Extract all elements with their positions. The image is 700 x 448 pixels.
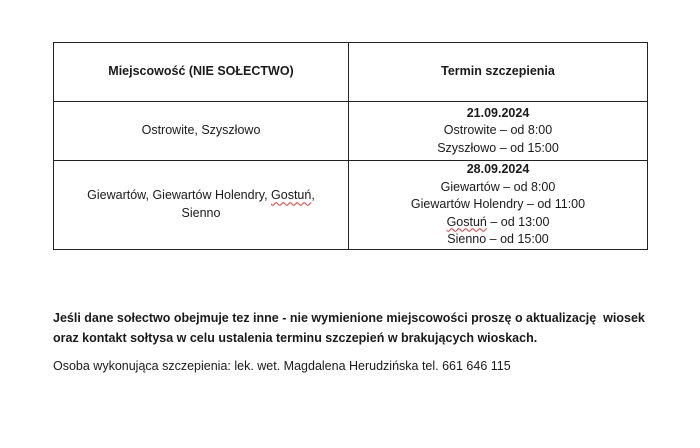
location-cell (54, 161, 349, 250)
spellcheck-flagged-word: Gostuń (271, 188, 312, 203)
term-entry: Ostrowite – od 8:00 (443, 123, 553, 138)
vaccination-date: 28.09.2024 (466, 162, 530, 176)
vaccination-schedule-table (53, 42, 648, 250)
vet-contact-info: Osoba wykonująca szczepienia: lek. wet. Magdalena Herudzińska tel. 661 646 115 (53, 359, 511, 373)
vaccination-date: 21.09.2024 (466, 105, 530, 120)
location-text-part: Sienno (181, 205, 221, 220)
notice-paragraph (53, 308, 653, 348)
term-entry-time: – od 13:00 (486, 214, 550, 229)
notice-line: oraz kontakt sołtysa w celu ustalenia terminu szczepień w brakujących wioskach. (53, 331, 538, 345)
term-cell (349, 161, 648, 250)
term-entry: Szyszłowo – od 15:00 (437, 140, 559, 155)
term-entry (349, 214, 647, 232)
term-cell (349, 102, 648, 161)
term-entry: Giewartów Holendry – od 11:00 (410, 197, 586, 211)
location-text (54, 187, 348, 222)
header-location: Miejscowość (NIE SOŁECTWO) (54, 43, 349, 102)
term-entry: Sienno – od 15:00 (447, 232, 549, 246)
table-row (54, 161, 648, 250)
header-term: Termin szczepienia (349, 43, 648, 102)
location-text: Ostrowite, Szyszłowo (141, 123, 261, 138)
spellcheck-flagged-word: Gostuń (446, 214, 487, 229)
location-cell (54, 102, 349, 161)
table-row (54, 102, 648, 161)
table-header-row (54, 43, 648, 102)
location-text-part: , (311, 188, 315, 203)
notice-line: Jeśli dane sołectwo obejmuje tez inne - nie wymienione miejscowości proszę o aktualizację wiosek (53, 311, 645, 325)
term-entry: Giewartów – od 8:00 (440, 179, 556, 194)
location-text-part: Giewartów, Giewartów Holendry, (87, 188, 272, 203)
